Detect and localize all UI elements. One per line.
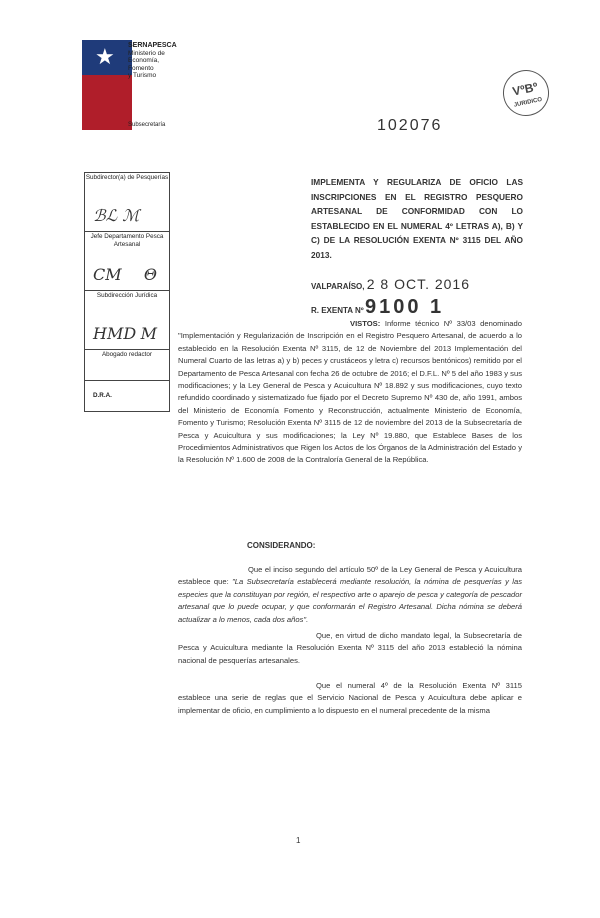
logo-line-3: y Turismo — [128, 72, 157, 79]
vistos-label: VISTOS: — [350, 319, 381, 328]
vistos-text: Informe técnico Nº 33/03 denominado "Implementación y Regularización de Inscripción en el Registro Pesquero Artesanal, de acuerdo a lo establecido en la Resolución Exenta Nº 3115, de 12 de Noviembre del 2013 Implementación del Numeral Cuarto de las letras a) y b) peces y crustáceos y letra c) recursos bentónicos) remitido por el Departamento de Pesca Artesanal con fecha 26 de octubre de 2016; el D.F.L. Nº 5 del año 1983 y sus modificaciones; y la Ley General de Pesca y Acuicultura Nº 18.892 y sus modificaciones, cuyo texto refundido coordinado y sistematizado fue fijado por el Decreto Supremo Nº 430 de, año 1991, ambos del Ministerio de Economía Fomento y Reconstrucción, actualmente Ministerio de Economía, Fomento y Turismo; Resolución Exenta Nº 3115 de 12 de noviembre del 2013 de la Subsecretaría de Pesca y Acuicultura y sus modificaciones; la Ley Nº 19.880, que Establece Bases de los Procedimientos Administrativos que Rigen los Actos de los Órganos de la Administración del Estado y la Resolución Nº 1.600 de 2008 de la Contraloría General de la República. — [178, 319, 522, 465]
logo-caption — [128, 42, 183, 80]
sernapesca-logo — [82, 40, 132, 130]
signoff-row-abogado — [85, 350, 169, 381]
handwritten-signature: Θ — [143, 265, 157, 284]
paragraph-text: Que, en virtud de dicho mandato legal, la Subsecretaría de Pesca y Acuicultura mediante la Resolución Exenta Nº 3115 del año 2013 estableció la nómina nacional de pesquerías artesanales. — [178, 631, 522, 665]
signoff-label: Jefe Departamento Pesca Artesanal — [90, 233, 164, 248]
signoff-row-juridica — [85, 291, 169, 350]
handwritten-signature: HMD — [93, 324, 137, 343]
paragraph-text: Que el inciso segundo del artículo 50º de la Ley General de Pesca y Acuicultura establece que: — [178, 565, 522, 587]
signoff-box — [84, 172, 170, 412]
star-icon: ★ — [95, 44, 115, 69]
considerando-paragraph-3 — [178, 680, 522, 717]
page-number: 1 — [296, 836, 301, 845]
handwritten-signature: CM — [93, 265, 122, 284]
signoff-label: Subdirector(a) de Pesquerías — [85, 174, 169, 181]
paragraph-text: Que el numeral 4º de la Resolución Exenta Nº 3115 establece una serie de reglas que el Servicio Nacional de Pesca y Acuicultura debe aplicar e implementar de oficio, en cumplimiento a lo dispuesto en el numeral precedente de la misma — [178, 681, 522, 715]
logo-red-field — [82, 75, 132, 130]
logo-line-2: Economía, Fomento — [128, 57, 160, 72]
signoff-label: D.R.A. — [93, 392, 112, 399]
handwritten-signature: M — [140, 324, 157, 343]
exenta-number: 9100 1 — [365, 296, 445, 318]
signoff-label: Abogado redactor — [101, 351, 153, 358]
logo-line-1: Ministerio de — [128, 49, 165, 57]
quoted-text: "La Subsecretaría establecerá mediante resolución, la nómina de pesquerías y las especies que la constituyan por región, el respectivo arte o aparejo de pesca y categoría de pescador artesanal que lo puede ocupar, y que conformarán el Registro Artesanal. Dicha nómina se deberá actualizar a lo menos, cada dos años". — [178, 577, 522, 624]
signoff-row-dra — [85, 381, 169, 412]
place: VALPARAÍSO, — [311, 282, 365, 291]
vistos-paragraph — [178, 318, 522, 467]
date: 2 8 OCT. 2016 — [366, 276, 470, 292]
stamp-initials: VºBº — [511, 79, 540, 99]
logo-brand: SERNAPESCA — [128, 42, 177, 49]
place-date — [311, 276, 470, 292]
document-number: 102076 — [377, 117, 443, 134]
exenta-label: R. EXENTA Nº — [311, 306, 364, 315]
considerando-paragraph-1 — [178, 564, 522, 626]
juridico-stamp — [499, 66, 554, 121]
handwritten-signature: ℬℒ ℳ — [93, 206, 140, 225]
signoff-label: Subdirección Jurídica — [96, 292, 158, 299]
resolution-title: IMPLEMENTA Y REGULARIZA DE OFICIO LAS INSCRIPCIONES EN EL REGISTRO PESQUERO ARTESANAL DE CONFORMIDAD CON LO ESTABLECIDO EN EL NUMERAL 4º LETRAS A), B) Y C) DE LA RESOLUCIÓN EXENTA Nº 3115 DEL AÑO 2013. — [311, 177, 523, 260]
logo-subsecretaria: Subsecretaría — [128, 122, 166, 128]
signoff-row-jefe — [85, 232, 169, 291]
considerando-heading: CONSIDERANDO: — [247, 541, 316, 550]
signoff-row-subdirector — [85, 173, 169, 232]
considerando-paragraph-2 — [178, 630, 522, 667]
stamp-label: JURIDICO — [513, 96, 543, 109]
